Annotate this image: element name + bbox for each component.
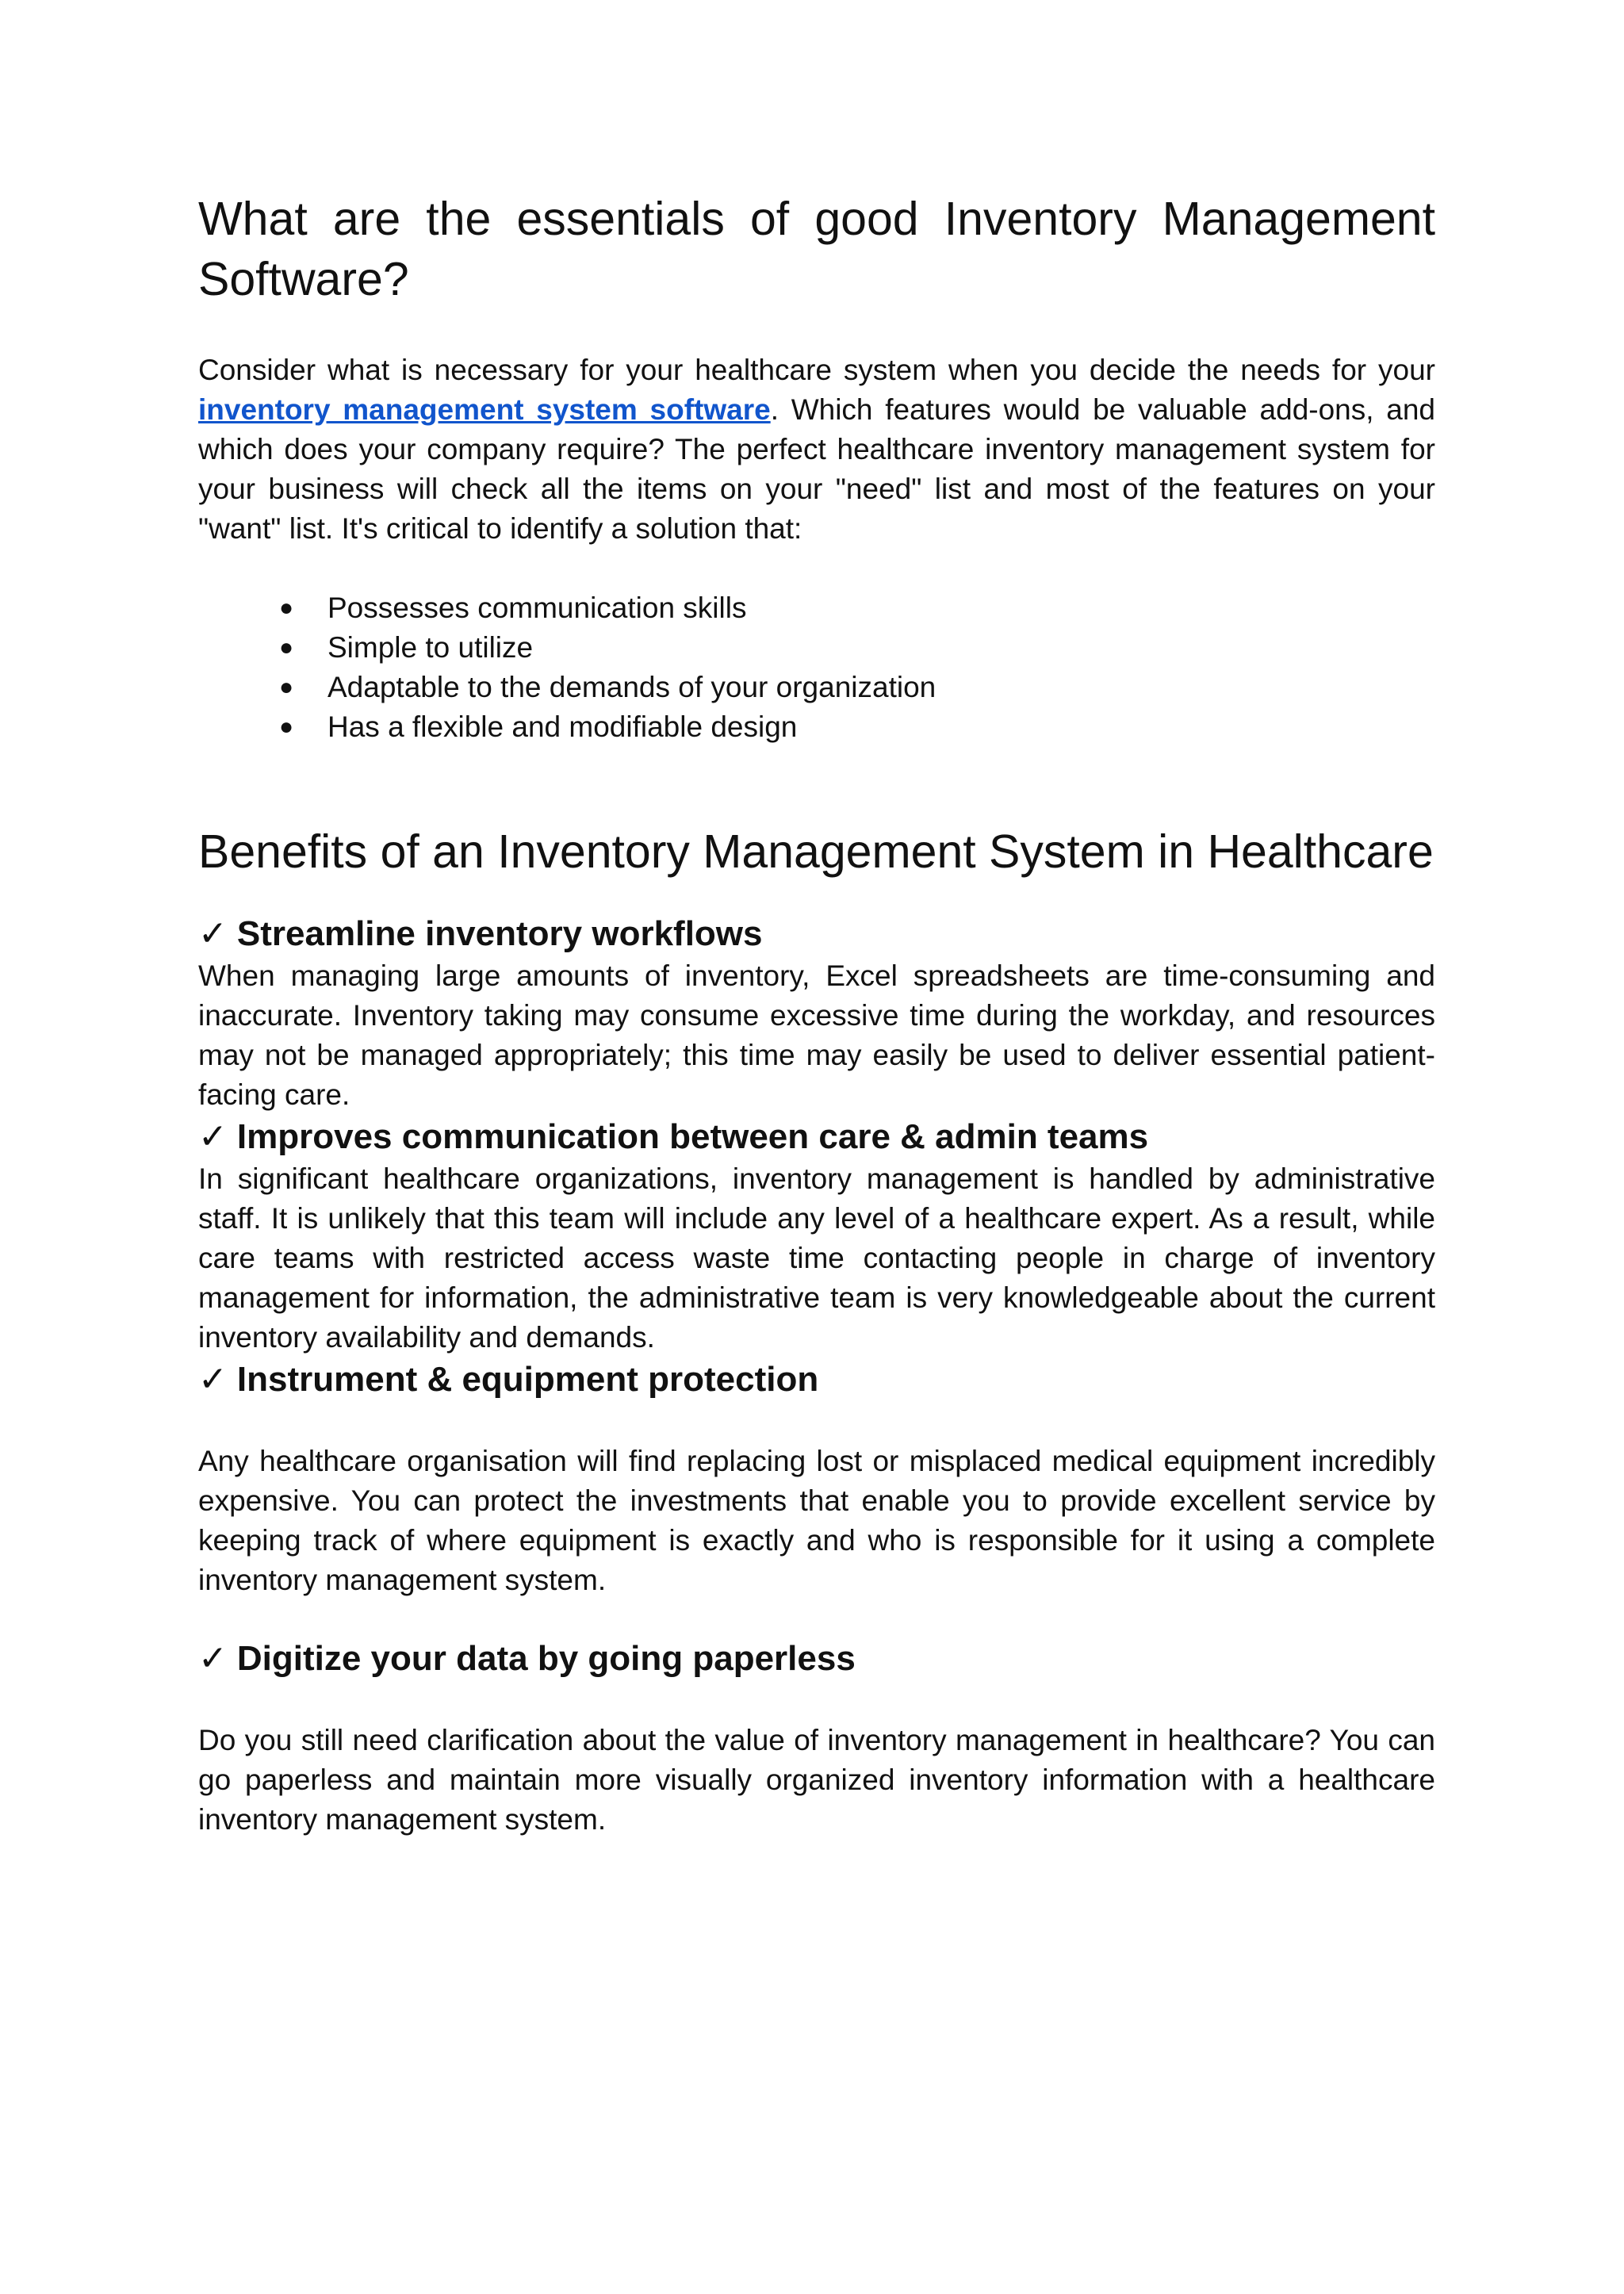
benefit-body-communication: In significant healthcare organizations, inventory management is handled by administrative staff. It is unlikely that this team will include any level of a healthcare expert. As a result, while care teams with restricted access waste time contacting people in charge of inventory management for information, the administrative team is very knowledgeable about the current inventory availability and demands.: [198, 1162, 1435, 1354]
requirements-list: [198, 588, 1435, 747]
list-item: ● Has a flexible and modifiable design: [198, 707, 1435, 747]
checkmark-icon: ✓: [198, 1359, 228, 1400]
bullet-icon: ●: [279, 634, 294, 661]
benefit-heading-paperless: ✓ Digitize your data by going paperless: [198, 1638, 856, 1679]
checkmark-icon: ✓: [198, 913, 228, 954]
benefit-body-protection: Any healthcare organisation will find replacing lost or misplaced medical equipment incredibly expensive. You can protect the investments that enable you to provide excellent service by keeping track of where equipment is exactly and who is responsible for it using a complete inventory management system.: [198, 1445, 1435, 1596]
checkmark-icon: ✓: [198, 1638, 228, 1679]
benefit-heading-communication: ✓ Improves communication between care & admin teams: [198, 1116, 1149, 1157]
intro-text-before-link: Consider what is necessary for your healthcare system when you decide the needs for your: [198, 354, 1435, 386]
checkmark-icon: ✓: [198, 1116, 228, 1157]
benefit-body-paperless: Do you still need clarification about the value of inventory management in healthcare? You can go paperless and maintain more visually organized inventory information with a healthcare inventory management system.: [198, 1724, 1435, 1836]
benefit-heading-protection: ✓ Instrument & equipment protection: [198, 1359, 819, 1400]
list-item: ● Adaptable to the demands of your organization: [198, 668, 1435, 707]
bullet-icon: ●: [279, 714, 294, 740]
bullet-icon: ●: [279, 595, 294, 621]
benefit-body-streamline: When managing large amounts of inventory, Excel spreadsheets are time-consuming and inaccurate. Inventory taking may consume excessive time during the workday, and resources may not be managed appropriately; this time may easily be used to deliver essential patient-facing care.: [198, 959, 1435, 1111]
inventory-software-link[interactable]: inventory management system software: [198, 393, 771, 426]
bullet-icon: ●: [279, 674, 294, 700]
intro-text-after-link: . Which features would be valuable add-ons, and which does your company require? The perfect healthcare inventory management system for your business will check all the items on your "need" list and most of the features on your "want" list. It's critical to identify a solution that:: [198, 393, 1436, 545]
benefit-heading-streamline: ✓ Streamline inventory workflows: [198, 913, 763, 954]
list-item: ● Possesses communication skills: [198, 588, 1435, 628]
section-title-essentials: What are the essentials of good Inventory Management Software?: [198, 193, 1435, 305]
list-item: ● Simple to utilize: [198, 628, 1435, 668]
section-title-benefits: Benefits of an Inventory Management System in Healthcare: [198, 825, 1434, 878]
document-page: [198, 189, 1435, 1840]
intro-paragraph: [198, 350, 1435, 549]
